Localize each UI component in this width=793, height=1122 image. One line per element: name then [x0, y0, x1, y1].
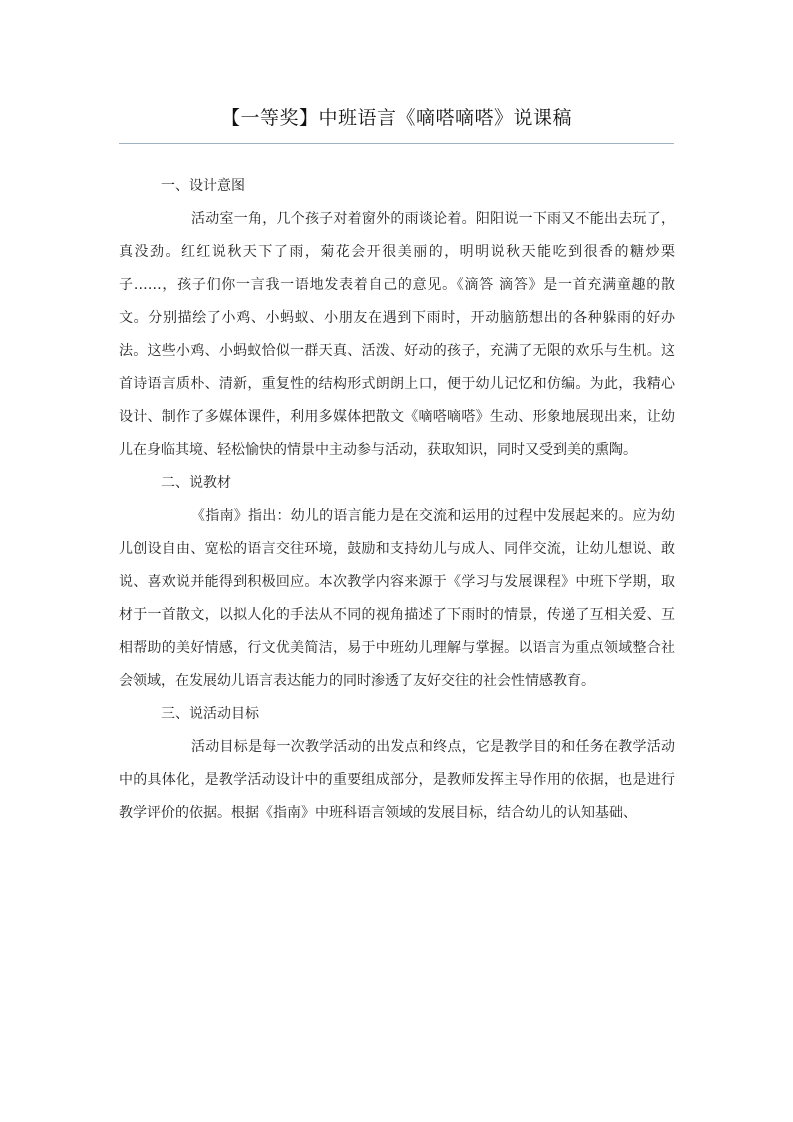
section-heading-teaching-material: 二、说教材	[161, 475, 231, 491]
section-heading-activity-goals: 三、说活动目标	[161, 706, 259, 722]
section-paragraph-teaching-material: 《指南》指出：幼儿的语言能力是在交流和运用的过程中发展起来的。应为幼儿创设自由、宽松的语言交往环境，鼓励和支持幼儿与成人、同伴交流，让幼儿想说、敢说、喜欢说并能得到积极回应。本次教学内容来源于《学习与发展课程》中班下学期，取材于一首散文，以拟人化的手法从不同的视角描述了下雨时的情景，传递了互相关爱、互相帮助的美好情感，行文优美简洁，易于中班幼儿理解与掌握。以语言为重点领域整合社会领域，在发展幼儿语言表达能力的同时渗透了友好交往的社会性情感教育。	[119, 508, 675, 689]
document-title: 【一等奖】中班语言《嘀嗒嘀嗒》说课稿	[220, 107, 572, 129]
section-heading-design-intent: 一、设计意图	[161, 178, 245, 194]
document-body	[119, 170, 675, 830]
title-divider	[119, 143, 674, 144]
section-paragraph-activity-goals: 活动目标是每一次教学活动的出发点和终点，它是教学目的和任务在教学活动中的具体化，是教学活动设计中的重要组成部分，是教师发挥主导作用的依据，也是进行教学评价的依据。根据《指南》中班科语言领域的发展目标，结合幼儿的认知基础、	[119, 739, 675, 821]
section-paragraph-design-intent: 活动室一角，几个孩子对着窗外的雨谈论着。阳阳说一下雨又不能出去玩了，真没劲。红红说秋天下了雨，菊花会开很美丽的，明明说秋天能吃到很香的糖炒栗子……，孩子们你一言我一语地发表着自己的意见。《滴答 滴答》是一首充满童趣的散文。分别描绘了小鸡、小蚂蚁、小朋友在遇到下雨时，开动脑筋想出的各种躲雨的好办法。这些小鸡、小蚂蚁恰似一群天真、活泼、好动的孩子，充满了无限的欢乐与生机。这首诗语言质朴、清新，重复性的结构形式朗朗上口，便于幼儿记忆和仿编。为此，我精心设计、制作了多媒体课件，利用多媒体把散文《嘀嗒嘀嗒》生动、形象地展现出来，让幼儿在身临其境、轻松愉快的情景中主动参与活动，获取知识，同时又受到美的熏陶。	[119, 211, 675, 458]
